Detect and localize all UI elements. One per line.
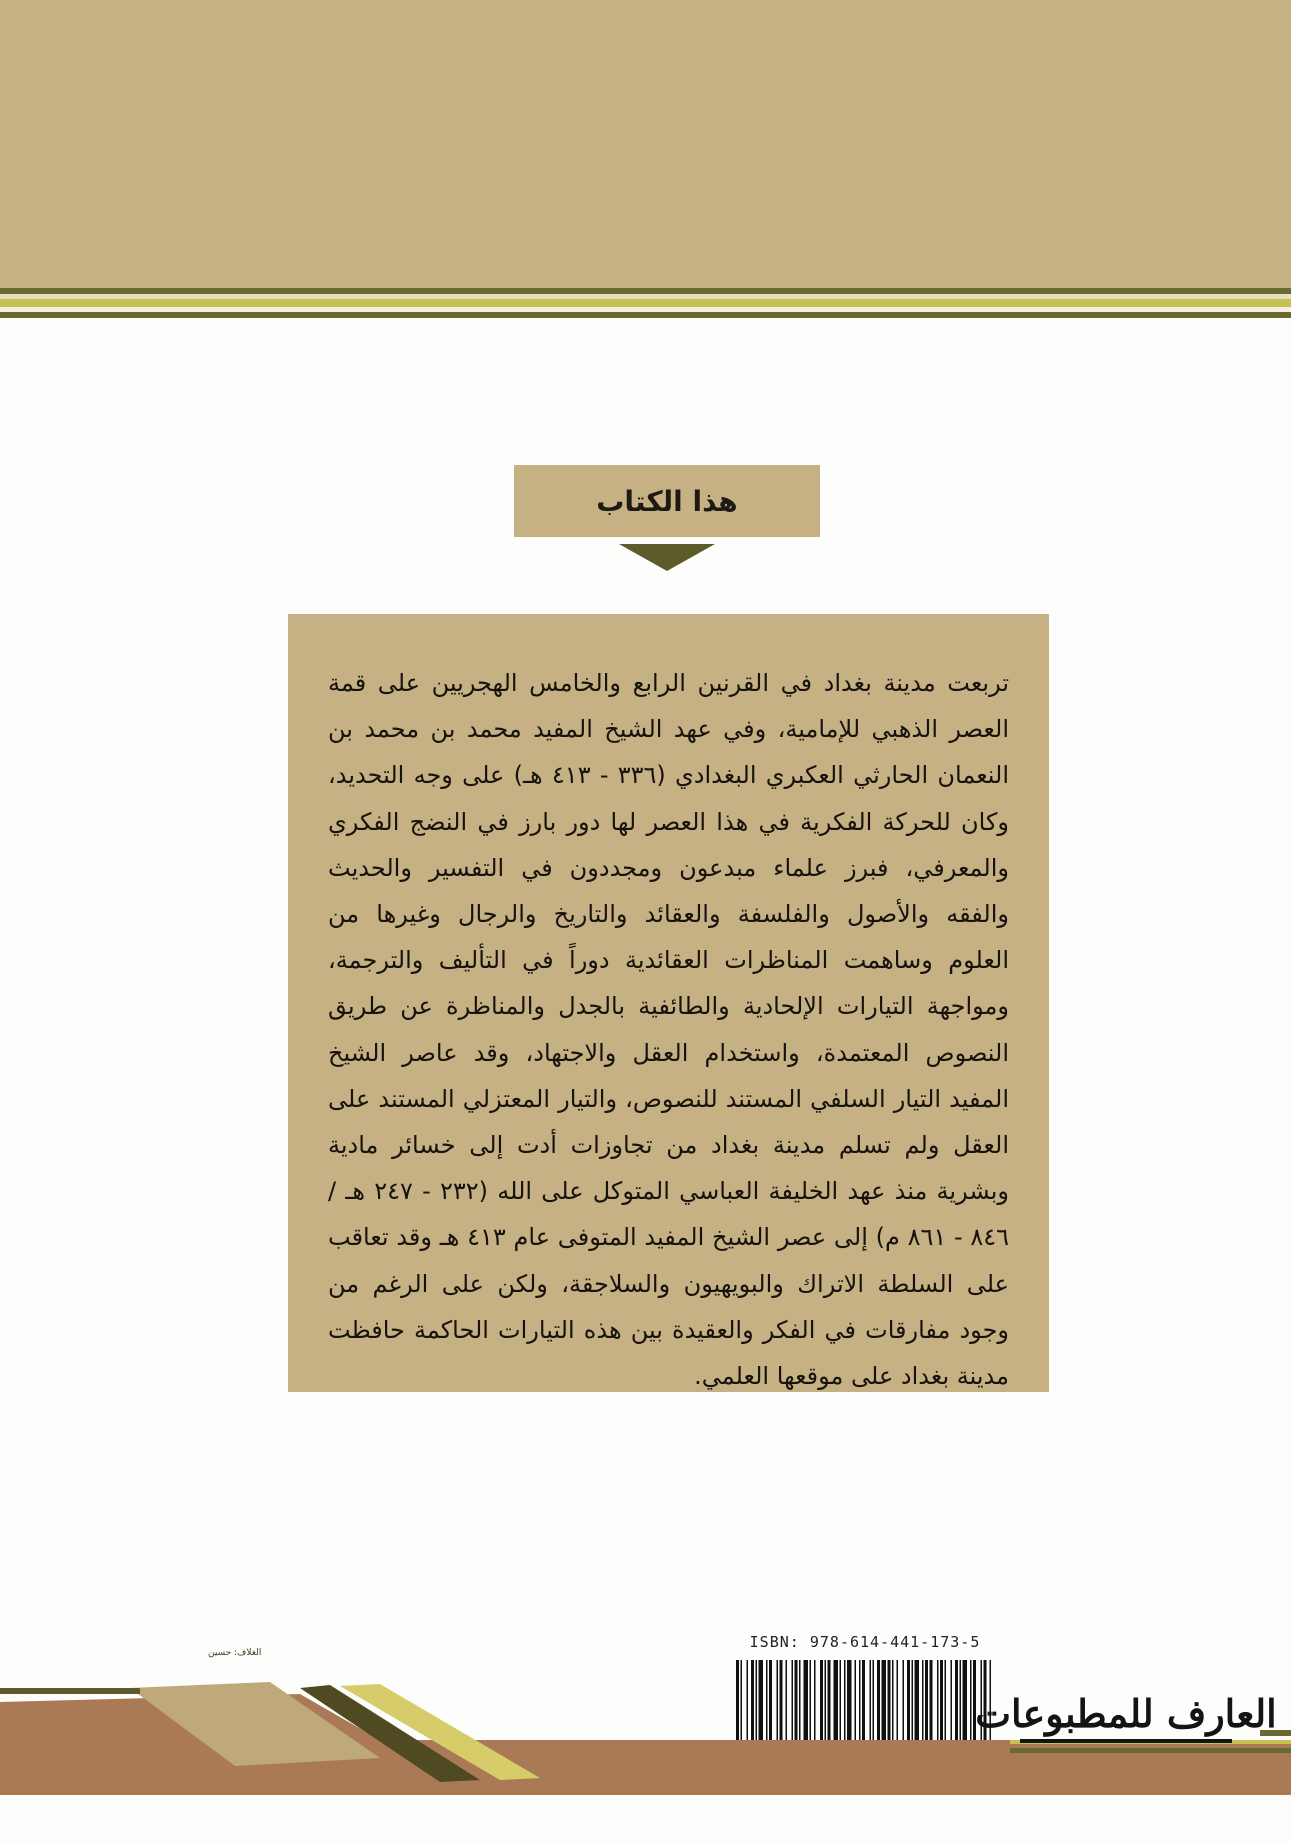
isbn-label: ISBN: 978-614-441-173-5 <box>749 1633 981 1651</box>
publisher-logo <box>975 1675 1277 1755</box>
description-box <box>288 614 1049 1392</box>
publisher-logo-text: العارف للمطبوعات <box>975 1691 1277 1736</box>
down-arrow-icon <box>619 544 715 571</box>
decorative-stripe <box>0 312 1291 318</box>
description-text: تربعت مدينة بغداد في القرنين الرابع والخامس الهجريين على قمة العصر الذهبي للإمامية، وفي عهد الشيخ المفيد محمد بن محمد بن النعمان الحارثي العكبري البغدادي (٣٣٦ - ٤١٣ هـ) على وجه التحديد، وكان للحركة الفكرية في هذا العصر لها دور بارز في النضج الفكري والمعرفي، فبرز علماء مبدعون ومجددون في التفسير والحديث والفقه والأصول والفلسفة والعقائد والتاريخ والرجال وغيرها من العلوم وساهمت المناظرات العقائدية دوراً في التأليف والترجمة، ومواجهة التيارات الإلحادية والطائفية بالجدل والمناظرة عن طريق النصوص المعتمدة، واستخدام العقل والاجتهاد، وقد عاصر الشيخ المفيد التيار السلفي المستند للنصوص، والتيار المعتزلي المستند على العقل ولم تسلم مدينة بغداد من تجاوزات أدت إلى خسائر مادية وبشرية منذ عهد الخليفة العباسي المتوكل على الله (٢٣٢ - ٢٤٧ هـ / ٨٤٦ - ٨٦١ م) إلى عصر الشيخ المفيد المتوفى عام ٤١٣ هـ وقد تعاقب على السلطة الاتراك والبويهيون والسلاجقة، ولكن على الرغم من وجود مفارقات في الفكر والعقيدة بين هذه التيارات الحاكمة حافظت مدينة بغداد على موقعها العلمي. <box>328 669 1010 1391</box>
section-title: هذا الكتاب <box>596 484 738 518</box>
cover-credit: الغلاف: حسين <box>208 1648 262 1658</box>
section-title-box <box>514 465 820 537</box>
top-color-band <box>0 0 1291 288</box>
footer-left-stripe <box>0 1688 140 1694</box>
decorative-stripe <box>0 299 1291 307</box>
